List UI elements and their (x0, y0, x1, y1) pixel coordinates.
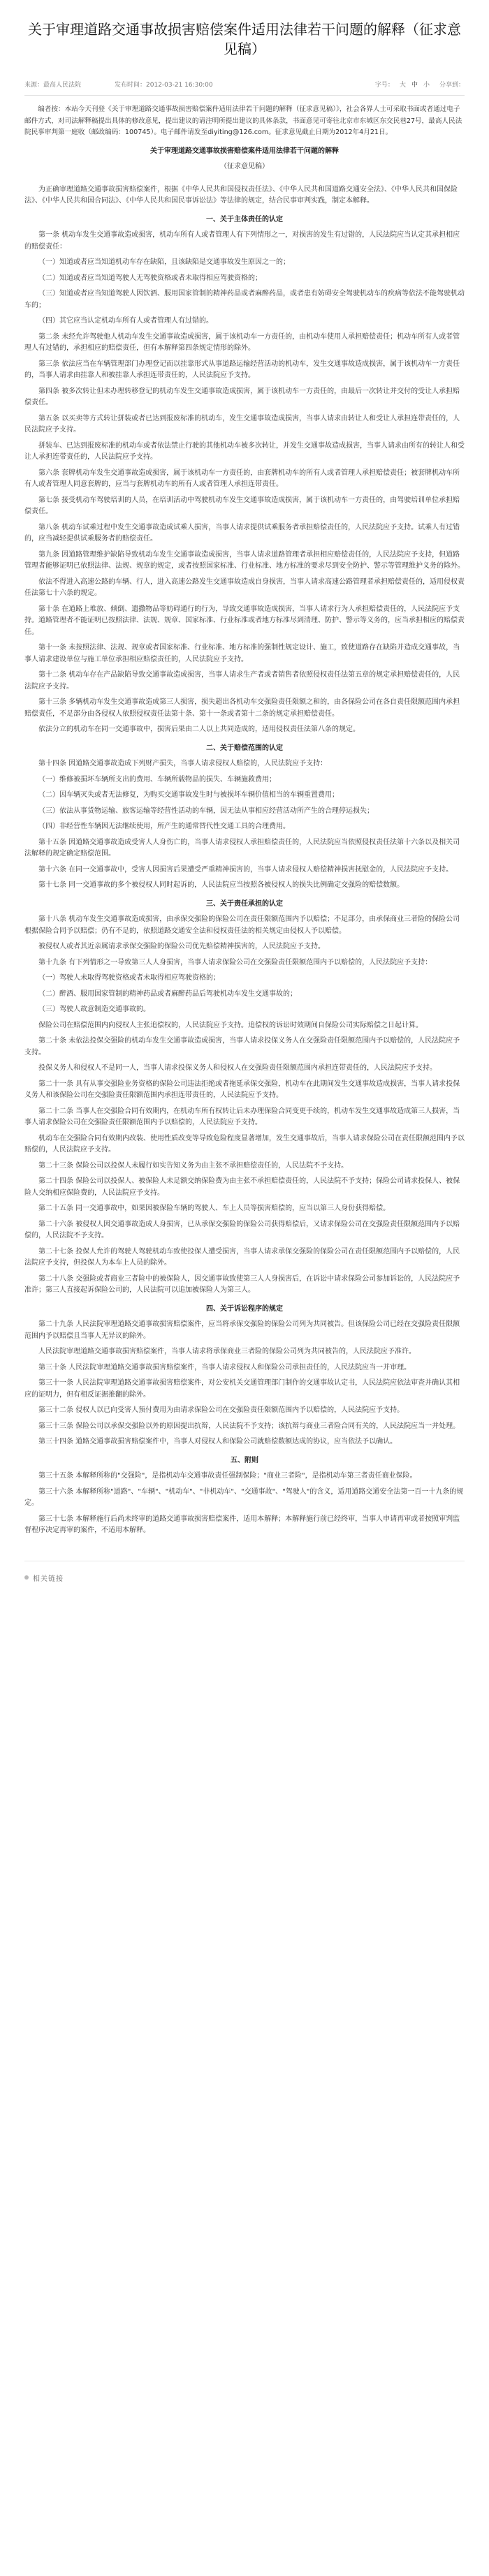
body-paragraph: 第十三条 多辆机动车发生交通事故造成第三人损害，损失超出各机动车交强险责任限额之和的，由各保险公司在各自责任限额范围内承担赔偿责任，不足部分由各侵权人依照侵权责任法第十条、第十一条或者第十二条的规定承担赔偿责任。 (24, 698, 460, 718)
body-paragraph: 第三十七条 本解释施行后尚未终审的道路交通事故损害赔偿案件，适用本解释；本解释施行前已经终审，当事人申请再审或者按照审判监督程序决定再审的案件，不适用本解释。 (24, 1515, 460, 1534)
body-paragraph: 第二十九条 人民法院审理道路交通事故损害赔偿案件，应当将承保交强险的保险公司列为共同被告。但该保险公司已经在交强险责任限额范围内予以赔偿且当事人无异议的除外。 (24, 1320, 460, 1340)
body-paragraph: 第十六条 在同一交通事故中，受害人因损害后果遭受严重精神损害的，当事人请求侵权人赔偿精神损害抚慰金的，人民法院应予支持。 (38, 865, 453, 874)
section-heading: 五、附则 (231, 1456, 258, 1464)
section-heading: 二、关于赔偿范围的认定 (206, 744, 283, 752)
body-paragraph: 保险公司在赔偿范围内向侵权人主张追偿权的，人民法院应予支持。追偿权的诉讼时效期间自保险公司实际赔偿之日起计算。 (38, 1021, 423, 1029)
body-paragraph: 第三十三条 保险公司以承保交强险以外的原因提出抗辩，人民法院不予支持；该抗辩与商业三者险合同有关的，人民法院应当一并处理。 (38, 1422, 460, 1430)
font-size-large-button[interactable]: 大 (399, 81, 406, 89)
body-paragraph: 人民法院审理道路交通事故损害赔偿案件，当事人请求将承保商业三者险的保险公司列为共同被告的，人民法院应予准许。 (38, 1348, 416, 1355)
body-paragraph: 第三十条 人民法院审理道路交通事故损害赔偿案件，当事人请求侵权人和保险公司承担责任的，人民法院应当一并审理。 (38, 1363, 411, 1371)
section-heading: 四、关于诉讼程序的规定 (206, 1304, 283, 1313)
bullet-icon (24, 1575, 29, 1580)
body-paragraph: 第二条 未经允许驾驶他人机动车发生交通事故造成损害，属于该机动车一方责任的，由机动车使用人承担赔偿责任；机动车所有人或者管理人有过错的，承担相应的赔偿责任，但有本解释第四条规定情形的除外。 (24, 332, 460, 352)
body-paragraph: 第十一条 未按照法律、法规、规章或者国家标准、行业标准、地方标准的强制性规定设计、施工，致使道路存在缺陷并造成交通事故，当事人请求建设单位与施工单位承担相应赔偿责任的，人民法院应予支持。 (24, 644, 460, 663)
body-paragraph: 第五条 以买卖等方式转让拼装或者已达到报废标准的机动车，发生交通事故造成损害，当事人请求由转让人和受让人承担连带责任的，人民法院应予支持。 (24, 414, 460, 434)
body-paragraph: 第二十七条 投保人允许的驾驶人驾驶机动车致使投保人遭受损害，当事人请求承保交强险的保险公司在责任限额范围内予以赔偿的，人民法院应予支持，但投保人为本车上人员的除外。 (24, 1247, 460, 1267)
body-paragraph: （一）维修被损坏车辆所支出的费用、车辆所载物品的损失、车辆施救费用； (38, 775, 276, 783)
body-paragraph: （二）醉酒、服用国家管制的精神药品或者麻醉药品后驾驶机动车发生交通事故的； (38, 989, 297, 998)
body-paragraph: （三）驾驶人故意制造交通事故的。 (38, 1006, 150, 1013)
body-paragraph: 第十九条 有下列情形之一导致第三人人身损害，当事人请求保险公司在交强险责任限额范围内予以赔偿的，人民法院应予支持： (38, 958, 432, 966)
body-paragraph: 第二十三条 保险公司以投保人未履行如实告知义务为由主张不承担赔偿责任的，人民法院不予支持。 (38, 1161, 349, 1170)
body-paragraph: 拼装车、已达到报废标准的机动车或者依法禁止行驶的其他机动车被多次转让，并发生交通事故造成损害，当事人请求由所有的转让人和受让人承担连带责任的，人民法院应予支持。 (24, 441, 465, 461)
body-paragraph: 第一条 机动车发生交通事故造成损害，机动车所有人或者管理人有下列情形之一，对损害的发生有过错的，人民法院应当认定其承担相应的赔偿责任： (24, 231, 460, 251)
article-meta (24, 78, 465, 89)
paragraph-list (24, 184, 465, 1537)
body-paragraph: （三）依法从事货物运输、旅客运输等经营性活动的车辆，因无法从事相应经营活动所产生的合理停运损失； (38, 807, 374, 815)
body-paragraph: 第二十八条 交强险或者商业三者险中的被保险人，因交通事故致使第三人人身损害后，在诉讼中请求保险公司参加诉讼的，人民法院应予准许；第三人直接起诉保险公司的，人民法院可以追加被保险人为第三人。 (24, 1274, 460, 1294)
share-label[interactable]: 分享到： (439, 81, 465, 89)
body-paragraph: （一）驾驶人未取得驾驶资格或者未取得相应驾驶资格的； (38, 974, 220, 982)
body-paragraph: 第二十六条 被侵权人因交通事故造成人身损害，已从承保交强险的保险公司获得赔偿后，又请求保险公司在交强险责任限额范围内予以赔偿的，人民法院不予支持。 (24, 1220, 460, 1239)
footer-section (24, 1561, 465, 1583)
section-heading: 一、关于主体责任的认定 (206, 215, 283, 223)
editor-note: 编者按：本站今天刊登《关于审理道路交通事故损害赔偿案件适用法律若干问题的解释（征求意见稿）》，社会各界人士可采取书面或者通过电子邮件方式，对司法解释稿提出具体的修改意见，提出建议的请注明所提出建议的具体条款，书面意见可寄往北京市东城区东交民巷27号，最高人民法院民事审判第一庭收（邮政编码：100745）。电子邮件请发至diyiting@126.com。征求意见截止日期为2012年4月21日。 (24, 105, 462, 136)
body-paragraph: 第十四条 因道路交通事故造成下列财产损失，当事人请求侵权人赔偿的，人民法院应予支持： (38, 760, 328, 767)
body-paragraph: 第三十五条 本解释所称的"交强险"，是指机动车交通事故责任强制保险；"商业三者险"，是指机动车第三者责任商业保险。 (38, 1472, 417, 1480)
font-size-label: 字号： (374, 81, 394, 89)
body-paragraph: 第三十六条 本解释所称"道路"、"车辆"、"机动车"、"非机动车"、"交通事故"、"驾驶人"的含义，适用道路交通安全法第一百一十九条的规定。 (24, 1487, 464, 1507)
body-paragraph: （二）知道或者应当知道驾驶人无驾驶资格或者未取得相应驾驶资格的； (38, 274, 262, 282)
body-paragraph: 第二十条 未依法投保交强险的机动车发生交通事故造成损害，当事人请求投保义务人在交强险责任限额范围内予以赔偿的，人民法院应予支持。 (24, 1037, 460, 1057)
article-body (24, 104, 465, 1537)
document-subtitle: （征求意见稿） (220, 163, 269, 170)
body-paragraph: 第三十四条 道路交通事故损害赔偿案件中，当事人对侵权人和保险公司就赔偿数额达成的协议，应当依法予以确认。 (38, 1438, 397, 1445)
body-paragraph: 依法分立的机动车在同一交通事故中，损害后果由二人以上共同造成的，适用侵权责任法第八条的规定。 (38, 726, 360, 733)
body-paragraph: 第九条 因道路管理维护缺陷导致机动车发生交通事故造成损害，当事人请求道路管理者承担相应赔偿责任的，人民法院应予支持，但道路管理者能够证明已依照法律、法规、规章的规定，或者按照国家标准、行业标准、地方标准的要求尽到安全防护、警示等管理维护义务的除外。 (24, 550, 465, 570)
meta-divider (24, 95, 465, 96)
body-paragraph: （四）非经营性车辆因无法继续使用，所产生的通常替代性交通工具的合理费用。 (38, 823, 290, 830)
body-paragraph: 第二十一条 具有从事交强险业务资格的保险公司违法拒绝或者拖延承保交强险，机动车在此期间发生交通事故造成损害，当事人请求投保义务人和该保险公司在交强险责任限额范围内承担连带责任的，人民法院应予支持。 (24, 1080, 460, 1099)
body-paragraph: 第二十四条 保险公司以投保人、被保险人未足额交纳保险费为由主张不承担赔偿责任的，人民法院不予支持；保险公司请求投保人、被保险人交纳相应保险费的，人民法院应予支持。 (24, 1177, 460, 1197)
body-paragraph: 为正确审理道路交通事故损害赔偿案件，根据《中华人民共和国侵权责任法》、《中华人民共和国道路交通安全法》、《中华人民共和国保险法》、《中华人民共和国合同法》、《中华人民共和国民事诉讼法》等法律的规定，结合民事审判实践，制定本解释。 (24, 185, 458, 205)
body-paragraph: 机动车在交强险合同有效期内改装、使用性质改变等导致危险程度显著增加，发生交通事故后，当事人请求保险公司在责任限额范围内予以赔偿的，人民法院应予支持。 (24, 1134, 465, 1154)
body-paragraph: 第三十二条 侵权人以已向受害人预付费用为由请求保险公司在交强险责任限额范围内予以赔偿的，人民法院应予支持。 (38, 1406, 404, 1414)
body-paragraph: （三）知道或者应当知道驾驶人因饮酒、服用国家管制的精神药品或者麻醉药品，或者患有妨碍安全驾驶机动车的疾病等依法不能驾驶机动车的； (24, 290, 465, 309)
body-paragraph: 第四条 被多次转让但未办理转移登记的机动车发生交通事故造成损害，属于该机动车一方责任的，由最后一次转让并交付的受让人承担赔偿责任。 (24, 387, 460, 406)
body-paragraph: 第七条 接受机动车驾驶培训的人员，在培训活动中驾驶机动车发生交通事故造成损害，属于该机动车一方责任的，由驾驶培训单位承担赔偿责任。 (24, 496, 460, 515)
section-heading: 三、关于责任承担的认定 (206, 899, 283, 908)
footer-label: 相关链接 (33, 1575, 64, 1583)
body-paragraph: （一）知道或者应当知道机动车存在缺陷，且该缺陷是交通事故发生原因之一的； (38, 258, 290, 266)
source-label: 来源：最高人民法院 (24, 81, 82, 89)
document-title: 关于审理道路交通事故损害赔偿案件适用法律若干问题的解释 (150, 147, 339, 155)
body-paragraph: 第十八条 机动车发生交通事故造成损害，由承保交强险的保险公司在责任限额范围内予以赔偿；不足部分，由承保商业三者险的保险公司根据保险合同予以赔偿；仍有不足的，依照道路交通安全法和侵权责任法的相关规定由侵权人予以赔偿。 (24, 915, 460, 935)
body-paragraph: 第十条 在道路上堆放、倾倒、遗撒物品等妨碍通行的行为，导致交通事故造成损害，当事人请求行为人承担赔偿责任的，人民法院应予支持。道路管理者不能证明已按照法律、法规、规章、国家标准、行业标准或者地方标准尽到清理、防护、警示等义务的，应当承担相应的赔偿责任。 (24, 605, 465, 636)
article-title: 关于审理道路交通事故损害赔偿案件适用法律若干问题的解释（征求意见稿） (28, 21, 461, 57)
body-paragraph: 第六条 套牌机动车发生交通事故造成损害，属于该机动车一方责任的，由套牌机动车的所有人或者管理人承担赔偿责任；被套牌机动车所有人或者管理人同意套牌的，应当与套牌机动车的所有人或者管理人承担连带责任。 (24, 469, 460, 488)
body-paragraph: 第二十五条 同一交通事故中，如果因被保险车辆的驾驶人、车上人员等损害赔偿的，应当以第三人身份获得赔偿。 (38, 1205, 391, 1212)
body-paragraph: 第三十一条 人民法院审理道路交通事故损害赔偿案件，对公安机关交通管理部门制作的交通事故认定书，人民法院应依法审查并确认其相应的证明力，但有相反证据推翻的除外。 (24, 1379, 460, 1399)
body-paragraph: 第二十二条 当事人在交强险合同有效期内，在机动车所有权转让后未办理保险合同变更手续的，机动车发生交通事故造成第三人损害，当事人请求保险公司在交强险责任限额范围内予以赔偿的，人民法院应予支持。 (24, 1107, 460, 1126)
font-size-medium-button[interactable]: 中 (411, 81, 418, 89)
body-paragraph: 第三条 依法应当在车辆管理部门办理登记而以挂靠形式从事道路运输经营活动的机动车，发生交通事故造成损害，属于该机动车一方责任的，当事人请求由挂靠人和被挂靠人承担连带责任的，人民法院应予支持。 (24, 360, 460, 379)
body-paragraph: 第十五条 因道路交通事故造成受害人人身伤亡的，当事人请求侵权人承担赔偿责任的，人民法院应当依照侵权责任法第十六条以及相关司法解释的规定确定赔偿范围。 (24, 838, 460, 858)
body-paragraph: 被侵权人或者其近亲属请求承保交强险的保险公司优先赔偿精神损害的，人民法院应予支持。 (38, 943, 325, 950)
body-paragraph: 第十二条 机动车存在产品缺陷导致交通事故造成损害，当事人请求生产者或者销售者依照侵权责任法第五章的规定承担赔偿责任的，人民法院应予支持。 (24, 671, 460, 691)
body-paragraph: 第八条 机动车试乘过程中发生交通事故造成试乘人损害，当事人请求提供试乘服务者承担赔偿责任的，人民法院应予支持。试乘人有过错的，应当减轻提供试乘服务者的赔偿责任。 (24, 523, 460, 543)
publish-time: 发布时间：2012-03-21 16:30:00 (115, 81, 213, 89)
body-paragraph: 依法不得进入高速公路的车辆、行人，进入高速公路发生交通事故造成自身损害，当事人请求高速公路管理者承担赔偿责任的，适用侵权责任法第七十六条的规定。 (24, 577, 465, 597)
body-paragraph: （二）因车辆灭失或者无法修复，为购买交通事故发生时与被损坏车辆价值相当的车辆重置费用； (38, 791, 339, 799)
body-paragraph: 投保义务人和侵权人不是同一人，当事人请求投保义务人和侵权人在交强险责任限额范围内承担连带责任的，人民法院应予支持。 (38, 1064, 437, 1072)
font-size-small-button[interactable]: 小 (423, 81, 430, 89)
body-paragraph: 第十七条 同一交通事故的多个被侵权人同时起诉的，人民法院应当按照各被侵权人的损失比例确定交强险的赔偿数额。 (38, 881, 404, 889)
body-paragraph: （四）其它应当认定机动车所有人或者管理人有过错的。 (38, 317, 213, 325)
